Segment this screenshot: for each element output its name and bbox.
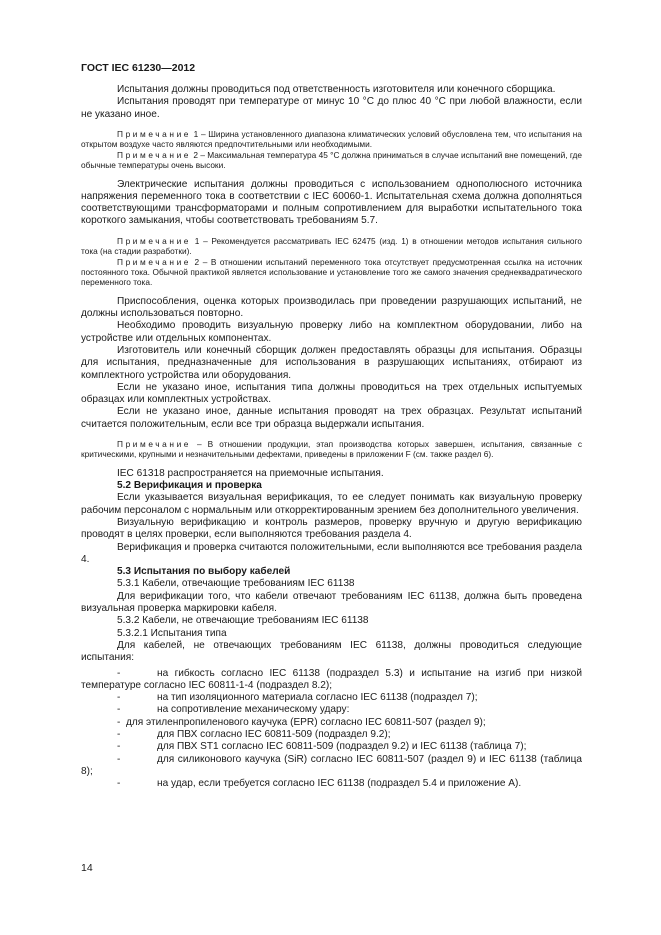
paragraph: Визуальную верификацию и контроль размеров, проверку вручную и другую верификацию проводят в целях проверки, если выполняются требования раздела 4. (81, 517, 582, 541)
list-dash: - (117, 778, 121, 790)
list-item-text: на гибкость согласно IEC 61138 (подраздел 5.3) и испытание на изгиб при низкой температуре согласно IEC 60811-1-4 (подраздел 8.2); (81, 667, 582, 691)
list-dash: - (117, 741, 121, 753)
note-text: – В отношении продукции, этап производства которых завершен, испытания, связанные с критическими, крупными и незначительными дефектами, приведены в приложении F (см. также раздел 6). (81, 439, 582, 460)
paragraph: Для кабелей, не отвечающих требованиям IEC 61138, должны проводиться следующие испытания: (81, 639, 582, 664)
paragraph: Изготовитель или конечный сборщик должен предоставлять образцы для испытания. Образцы для испытания, предназначенные для использования в разрушающих испытаниях, отбирают из комплектного устройства или оборудования. (81, 344, 582, 381)
list-dash: - (117, 692, 121, 704)
paragraph: IEC 61318 распространяется на приемочные испытания. (117, 467, 384, 479)
list-item-text: для ПВХ согласно IEC 60811-509 (подраздел 9.2); (157, 729, 391, 741)
note (81, 150, 582, 171)
paragraph: Приспособления, оценка которых производилась при проведении разрушающих испытаний, не должны использоваться повторно. (81, 295, 582, 320)
subsection-heading: 5.3.2.1 Испытания типа (117, 627, 227, 639)
list-dash: - (117, 716, 121, 728)
list-item (81, 778, 582, 790)
note (81, 257, 582, 288)
note (81, 129, 582, 150)
paragraph: Если указывается визуальная верификация, то ее следует понимать как визуальную проверку рабочим персоналом с нормальным или откорректированным зрением без дополнительного увеличения. (81, 492, 582, 516)
subsection-heading: 5.3.1 Кабели, отвечающие требованиям IEC 61138 (117, 578, 355, 590)
paragraph: Испытания должны проводиться под ответственность изготовителя или конечного сборщика. (117, 84, 556, 95)
note-text: 2 – В отношении испытаний переменного тока отсутствует предусмотренная ссылка на источник постоянного тока. Обычной практикой является использование и установление того же самого значения среднеквадратического переменного тока. (81, 256, 582, 288)
note-text: 1 – Рекомендуется рассматривать IEC 62475 (изд. 1) в отношении методов испытания сильного тока (на стадии разработки). (81, 235, 582, 257)
list-dash: - (117, 753, 121, 765)
list-item (81, 668, 582, 693)
note-label: Примечание (117, 439, 192, 449)
list-item (81, 741, 582, 753)
list-item (81, 754, 582, 779)
list-item (81, 692, 582, 704)
list-item-text: на сопротивление механическому удару: (157, 704, 350, 716)
document-body (81, 84, 582, 791)
note-label: Примечание (117, 149, 192, 160)
list-item-text: на тип изоляционного материала согласно IEC 61138 (подраздел 7); (157, 692, 478, 704)
note-text: 1 – Ширина установленного диапазона климатических условий обусловлена тем, что испытания на открытом воздухе часто являются предпочтительными или необходимыми. (81, 128, 582, 150)
paragraph: Верификация и проверка считаются положительными, если выполняются все требования раздела 4. (81, 541, 582, 565)
list-item (81, 717, 582, 729)
paragraph: Необходимо проводить визуальную проверку либо на комплектном оборудовании, либо на устройстве или отдельных компонентах. (81, 320, 582, 344)
note (81, 439, 582, 460)
section-heading-5-3: 5.3 Испытания по выбору кабелей (117, 566, 291, 578)
list-dash: - (117, 729, 121, 741)
paragraph: Электрические испытания должны проводиться с использованием однополюсного источника напряжения переменного тока в соответствии с IEC 60060-1. Испытательная схема должна дополняться соответствующими трансформаторами и полным сопротивлением для выработки испытательного тока короткого замыкания, чтобы соответствовать требованиям 5.7. (81, 178, 582, 227)
list-item (81, 729, 582, 741)
note (81, 236, 582, 257)
list-item-text: для этиленпропиленового каучука (EPR) согласно IEC 60811-507 (раздел 9); (126, 716, 486, 728)
list-dash: - (117, 667, 121, 679)
paragraph: Если не указано иное, испытания типа должны проводиться на трех отдельных испытуемых образцах или комплектных устройствах. (81, 381, 582, 406)
list-item-text: для силиконового каучука (SiR) согласно IEC 60811-507 (раздел 9) и IEC 61138 (таблица 8); (81, 753, 582, 777)
paragraph: Для верификации того, что кабели отвечают требованиям IEC 61138, должна быть проведена визуальная проверка маркировки кабеля. (81, 590, 582, 615)
list-item-text: для ПВХ ST1 согласно IEC 60811-509 (подраздел 9.2) и IEC 61138 (таблица 7); (157, 741, 527, 753)
document-header: ГОСТ IEC 61230—2012 (81, 62, 196, 74)
list-dash: - (117, 704, 121, 716)
list-item-text: на удар, если требуется согласно IEC 61138 (подраздел 5.4 и приложение А). (157, 778, 522, 790)
note-label: Примечание (117, 128, 192, 139)
page-number: 14 (81, 862, 93, 874)
note-text: 2 – Максимальная температура 45 °С должна приниматься в случае испытаний вне помещений, где обычные температуры очень высоки. (81, 149, 582, 171)
note-label: Примечание (117, 235, 192, 246)
note-label: Примечание (117, 256, 192, 267)
list-item (81, 704, 582, 716)
section-heading-5-2: 5.2 Верификация и проверка (117, 480, 262, 492)
paragraph: Испытания проводят при температуре от минус 10 °С до плюс 40 °С при любой влажности, если не указано иное. (81, 96, 582, 120)
subsection-heading: 5.3.2 Кабели, не отвечающие требованиям IEC 61138 (117, 615, 369, 627)
paragraph: Если не указано иное, данные испытания проводят на трех образцах. Результат испытаний считается положительным, если все три образца выдержали испытания. (81, 406, 582, 430)
